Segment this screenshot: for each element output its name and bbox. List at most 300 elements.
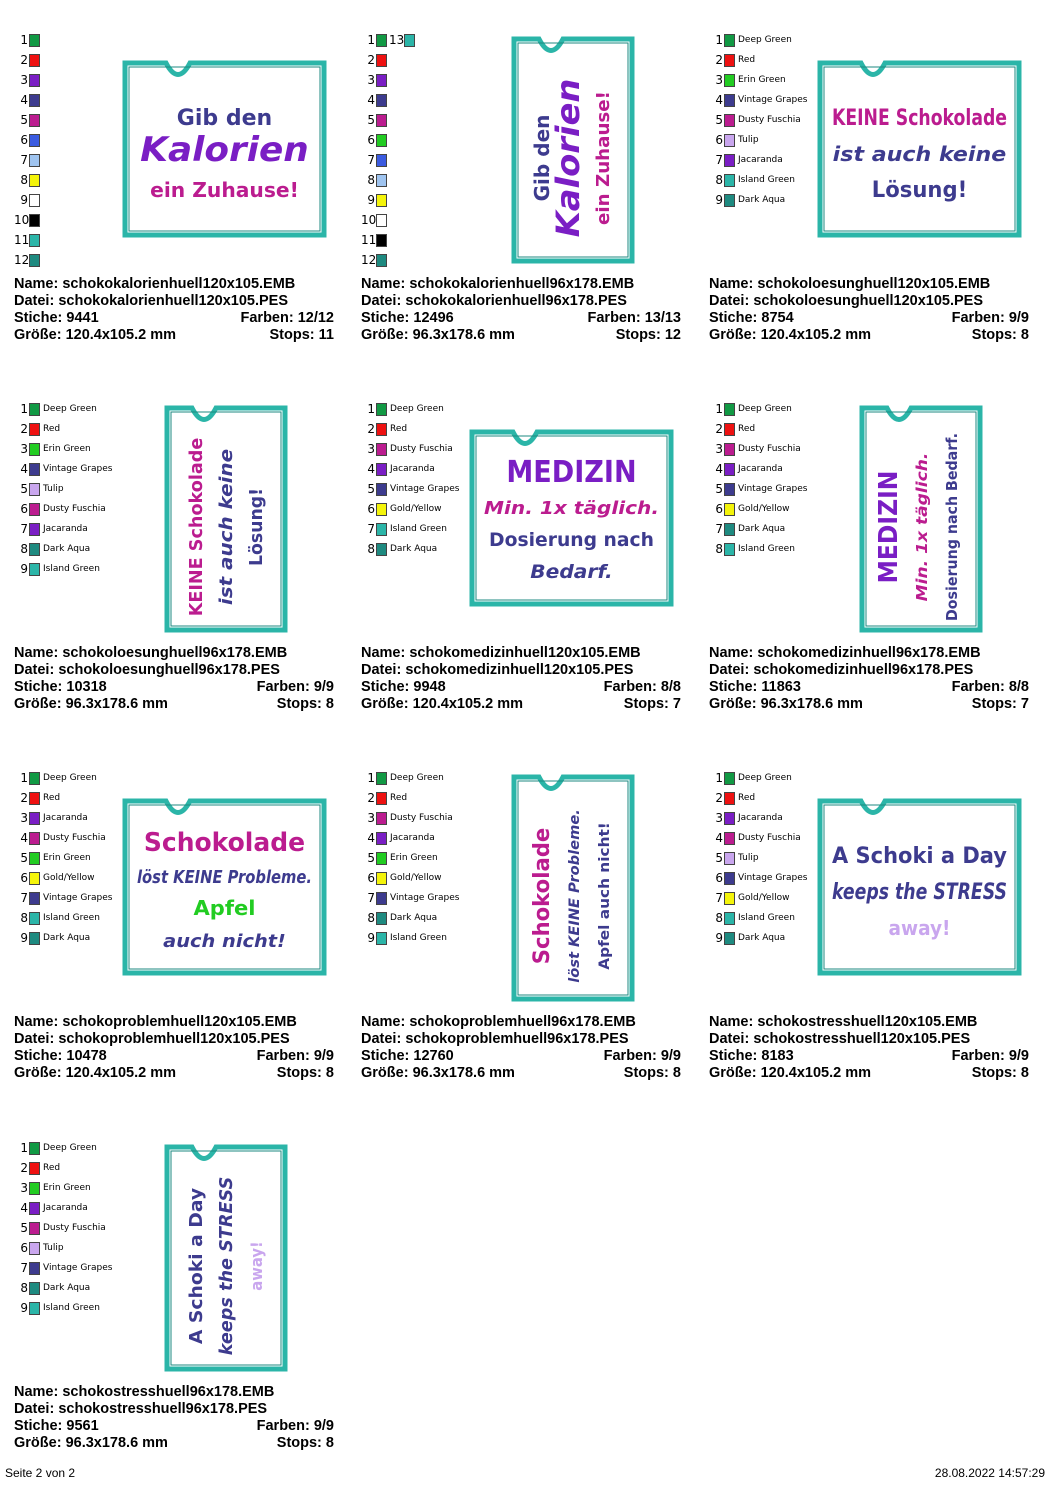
thread-color-row — [14, 768, 97, 788]
design-entry — [14, 768, 344, 1128]
design-name-value: schokoloesunghuell120x105.EMB — [757, 276, 991, 292]
stop-count — [972, 1065, 1029, 1082]
thread-name: Tulip — [738, 853, 759, 863]
thread-color-row — [361, 190, 387, 210]
thread-number: 7 — [367, 522, 375, 536]
thread-number: 11 — [361, 233, 377, 247]
thread-swatch — [376, 423, 387, 436]
thread-name: Vintage Grapes — [738, 484, 808, 494]
thread-extra — [389, 33, 415, 47]
thread-color-row — [709, 908, 795, 928]
design-file — [14, 662, 280, 679]
thread-name: Dark Aqua — [738, 524, 786, 534]
design-size-label: Größe: — [709, 327, 757, 343]
color-count — [952, 1048, 1029, 1065]
embroidery-preview-svg — [511, 36, 635, 264]
thread-number: 2 — [20, 422, 28, 436]
stitch-count-label: Stiche: — [361, 679, 410, 695]
design-size-value: 120.4x105.2 mm — [760, 1065, 872, 1081]
thread-number: 10 — [361, 213, 377, 227]
thread-color-row — [14, 439, 91, 459]
thread-color-row — [14, 1238, 64, 1258]
thread-color-row — [361, 250, 387, 270]
thread-color-row — [14, 888, 112, 908]
stop-count-label: Stops: — [276, 1065, 322, 1081]
thread-name: Red — [738, 424, 756, 434]
thread-color-row — [14, 848, 91, 868]
color-count-label: Farben: — [256, 1418, 310, 1434]
thread-name: Erin Green — [43, 444, 91, 454]
thread-number: 1 — [715, 33, 723, 47]
stitch-count-label: Stiche: — [14, 679, 63, 695]
thread-swatch — [724, 772, 735, 785]
thread-name: Red — [43, 424, 61, 434]
thread-color-row — [361, 399, 444, 419]
thread-swatch — [29, 912, 40, 925]
stop-count — [616, 327, 681, 344]
stop-count-label: Stops: — [623, 1065, 669, 1081]
thread-color-row — [14, 539, 90, 559]
design-size-label: Größe: — [361, 1065, 409, 1081]
design-name-value: schokostresshuell96x178.EMB — [62, 1384, 275, 1400]
thread-name: Island Green — [390, 933, 447, 943]
design-name — [14, 1384, 274, 1401]
thread-name: Red — [390, 424, 408, 434]
design-entry — [709, 768, 1039, 1128]
design-file-value: schokokalorienhuell96x178.PES — [405, 293, 627, 309]
thread-name: Dark Aqua — [43, 1283, 91, 1293]
design-file-value: schokomedizinhuell96x178.PES — [753, 662, 974, 678]
design-info — [14, 645, 334, 713]
design-preview — [817, 60, 1022, 238]
thread-number: 12 — [361, 253, 377, 267]
thread-number: 9 — [20, 1301, 28, 1315]
thread-swatch — [29, 234, 40, 247]
thread-swatch — [724, 792, 735, 805]
thread-swatch — [29, 443, 40, 456]
design-file-label: Datei: — [709, 662, 750, 678]
thread-swatch — [29, 792, 40, 805]
design-text-line: keeps the STRESS — [216, 1173, 237, 1356]
thread-name: Red — [390, 793, 408, 803]
stop-count-value: 11 — [318, 327, 334, 343]
stitch-count-value: 9561 — [66, 1418, 99, 1434]
thread-swatch — [29, 812, 40, 825]
design-size — [361, 327, 515, 344]
thread-swatch — [724, 523, 735, 536]
design-size-value: 96.3x178.6 mm — [412, 1065, 515, 1081]
thread-number: 3 — [367, 442, 375, 456]
color-count-value: 8/8 — [660, 679, 681, 695]
thread-number: 6 — [367, 871, 375, 885]
design-text-line: A Schoki a Day — [186, 1194, 207, 1345]
design-preview — [817, 798, 1022, 976]
design-name-value: schokoproblemhuell96x178.EMB — [409, 1014, 636, 1030]
design-name — [14, 645, 287, 662]
color-count-value: 9/9 — [313, 679, 334, 695]
thread-number: 4 — [715, 831, 723, 845]
thread-color-row — [709, 479, 807, 499]
thread-number: 1 — [20, 33, 28, 47]
thread-swatch — [29, 194, 40, 207]
design-text-line: Kalorien — [549, 86, 587, 238]
design-file — [709, 1031, 970, 1048]
design-preview — [122, 60, 327, 238]
stop-count — [624, 696, 681, 713]
design-text-line: Bedarf. — [530, 561, 613, 583]
thread-swatch — [724, 94, 735, 107]
design-entry — [14, 399, 344, 759]
thread-color-row — [14, 1218, 106, 1238]
stitch-count-label: Stiche: — [361, 310, 410, 326]
thread-color-row — [709, 130, 759, 150]
design-info — [14, 1014, 334, 1082]
thread-swatch — [29, 1282, 40, 1295]
thread-swatch — [724, 443, 735, 456]
thread-swatch — [29, 1302, 40, 1315]
design-name — [709, 645, 981, 662]
design-name-label: Name: — [14, 1384, 59, 1400]
stitch-count — [709, 679, 801, 696]
stop-count-label: Stops: — [276, 1435, 322, 1451]
color-count — [257, 1418, 334, 1435]
thread-number: 4 — [20, 462, 28, 476]
thread-color-row — [14, 479, 64, 499]
stitch-count-value: 11863 — [761, 679, 801, 695]
thread-number: 7 — [367, 891, 375, 905]
design-info — [709, 276, 1029, 344]
stitch-count-label: Stiche: — [361, 1048, 410, 1064]
thread-swatch — [376, 912, 387, 925]
thread-color-row — [361, 828, 435, 848]
thread-color-row — [709, 439, 801, 459]
design-file-value: schokoproblemhuell96x178.PES — [405, 1031, 629, 1047]
thread-color-row — [14, 519, 88, 539]
thread-swatch — [376, 114, 387, 127]
stitch-count-value: 12496 — [413, 310, 454, 326]
thread-name: Jacaranda — [390, 833, 435, 843]
design-text-line: löst KEINE Probleme. — [567, 816, 583, 983]
thread-swatch — [724, 74, 735, 87]
stop-count — [270, 327, 334, 344]
thread-swatch — [29, 1242, 40, 1255]
thread-color-row — [709, 459, 783, 479]
design-file — [361, 293, 627, 310]
design-size-label: Größe: — [709, 696, 757, 712]
thread-swatch — [376, 94, 387, 107]
design-file — [14, 1031, 290, 1048]
thread-color-row — [14, 1178, 91, 1198]
design-text-line: away! — [247, 1237, 266, 1291]
stitch-count — [361, 679, 446, 696]
thread-color-row — [709, 399, 792, 419]
stop-count-label: Stops: — [971, 1065, 1017, 1081]
thread-name: Erin Green — [43, 1183, 91, 1193]
thread-color-row — [14, 1138, 97, 1158]
thread-swatch — [29, 463, 40, 476]
thread-color-row — [709, 928, 785, 948]
thread-number: 9 — [715, 931, 723, 945]
thread-name: Gold/Yellow — [390, 873, 442, 883]
color-count-label: Farben: — [587, 310, 641, 326]
thread-color-row — [14, 1198, 88, 1218]
thread-name: Jacaranda — [738, 155, 783, 165]
thread-number: 9 — [20, 193, 28, 207]
design-size — [14, 696, 168, 713]
design-file-label: Datei: — [14, 1401, 55, 1417]
thread-name: Erin Green — [43, 853, 91, 863]
thread-color-row — [361, 768, 444, 788]
thread-color-row — [709, 30, 792, 50]
design-name-value: schokomedizinhuell120x105.EMB — [409, 645, 641, 661]
stop-count-label: Stops: — [623, 696, 669, 712]
thread-swatch — [724, 872, 735, 885]
design-preview — [511, 774, 635, 1002]
design-text-line: keeps the STRESS — [832, 880, 1007, 905]
thread-color-row — [709, 70, 786, 90]
thread-swatch — [376, 932, 387, 945]
stop-count — [277, 1065, 334, 1082]
thread-name: Deep Green — [738, 404, 792, 414]
stitch-count-label: Stiche: — [709, 1048, 758, 1064]
thread-name: Jacaranda — [738, 813, 783, 823]
stitch-count-label: Stiche: — [709, 679, 758, 695]
thread-number: 8 — [367, 911, 375, 925]
thread-swatch — [376, 523, 387, 536]
design-size-value: 120.4x105.2 mm — [760, 327, 872, 343]
stop-count-value: 8 — [1020, 327, 1029, 343]
stitch-count-label: Stiche: — [709, 310, 758, 326]
thread-swatch — [376, 134, 387, 147]
thread-number: 12 — [14, 253, 30, 267]
thread-swatch — [724, 54, 735, 67]
thread-name: Gold/Yellow — [738, 893, 790, 903]
design-name — [709, 1014, 977, 1031]
thread-swatch — [29, 134, 40, 147]
thread-number: 3 — [715, 811, 723, 825]
thread-number: 8 — [367, 542, 375, 556]
thread-color-row — [14, 459, 112, 479]
design-info — [709, 1014, 1029, 1082]
design-text-line: Schokolade — [143, 828, 306, 858]
stop-count-value: 8 — [1020, 1065, 1029, 1081]
design-text-line: away! — [888, 916, 951, 940]
thread-number: 8 — [367, 173, 375, 187]
design-size-value: 120.4x105.2 mm — [412, 696, 524, 712]
thread-number: 2 — [20, 791, 28, 805]
stitch-count-value: 12760 — [413, 1048, 454, 1064]
thread-color-row — [14, 190, 40, 210]
thread-number: 2 — [20, 53, 28, 67]
thread-name: Dark Aqua — [43, 933, 91, 943]
thread-swatch — [376, 34, 387, 47]
thread-swatch — [724, 423, 735, 436]
design-name-label: Name: — [361, 1014, 406, 1030]
thread-number: 3 — [715, 73, 723, 87]
thread-swatch — [376, 174, 387, 187]
design-file-label: Datei: — [14, 293, 55, 309]
design-file-value: schokokalorienhuell120x105.PES — [58, 293, 289, 309]
thread-swatch — [29, 872, 40, 885]
thread-name: Island Green — [43, 913, 100, 923]
thread-color-row — [709, 788, 755, 808]
thread-swatch — [724, 812, 735, 825]
thread-name: Vintage Grapes — [43, 464, 113, 474]
design-file — [14, 1401, 267, 1418]
thread-name: Deep Green — [390, 773, 444, 783]
thread-number: 2 — [367, 422, 375, 436]
design-file-value: schokostresshuell120x105.PES — [753, 1031, 971, 1047]
design-size — [14, 1435, 168, 1452]
design-size-label: Größe: — [14, 327, 62, 343]
color-count-label: Farben: — [603, 1048, 657, 1064]
design-name — [361, 645, 641, 662]
thread-number: 1 — [367, 771, 375, 785]
thread-swatch — [29, 932, 40, 945]
design-name-label: Name: — [361, 276, 406, 292]
thread-swatch — [29, 483, 40, 496]
design-size — [361, 696, 523, 713]
thread-number: 4 — [20, 93, 28, 107]
design-text-line: Schokolade — [530, 822, 555, 965]
color-count — [257, 679, 334, 696]
stitch-count — [361, 1048, 454, 1065]
design-file-label: Datei: — [361, 1031, 402, 1047]
thread-number: 1 — [715, 771, 723, 785]
color-count-label: Farben: — [256, 1048, 310, 1064]
design-info — [361, 276, 681, 344]
thread-name: Vintage Grapes — [390, 893, 460, 903]
embroidery-preview-svg — [817, 60, 1022, 238]
thread-number: 1 — [715, 402, 723, 416]
design-name-label: Name: — [14, 645, 59, 661]
embroidery-preview-svg — [469, 429, 674, 607]
design-preview — [164, 405, 288, 633]
design-size — [709, 1065, 871, 1082]
design-entry — [361, 399, 691, 759]
design-file-value: schokoloesunghuell120x105.PES — [753, 293, 984, 309]
design-size-label: Größe: — [14, 1065, 62, 1081]
thread-number: 2 — [715, 422, 723, 436]
thread-number: 3 — [20, 73, 28, 87]
design-text-line: MEDIZIN — [874, 458, 904, 584]
thread-number: 6 — [20, 871, 28, 885]
thread-swatch — [724, 892, 735, 905]
thread-number: 6 — [715, 871, 723, 885]
thread-color-row — [709, 110, 801, 130]
design-text-line: MEDIZIN — [506, 455, 637, 490]
thread-swatch — [376, 54, 387, 67]
thread-number: 8 — [20, 542, 28, 556]
thread-name: Deep Green — [738, 773, 792, 783]
thread-name: Red — [43, 1163, 61, 1173]
stitch-count — [709, 1048, 794, 1065]
thread-color-row — [14, 110, 40, 130]
stitch-count — [361, 310, 454, 327]
stop-count-value: 8 — [325, 696, 334, 712]
design-text-line: Lösung! — [871, 178, 968, 203]
thread-number: 1 — [20, 771, 28, 785]
design-text-line: Dosierung nach — [489, 529, 654, 551]
thread-name: Dark Aqua — [390, 544, 438, 554]
thread-swatch — [404, 34, 415, 47]
design-file-label: Datei: — [14, 1031, 55, 1047]
thread-color-row — [14, 250, 40, 270]
design-preview — [164, 1144, 288, 1372]
thread-color-row — [709, 519, 785, 539]
design-info — [14, 276, 334, 344]
page-number: Seite 2 von 2 — [5, 1466, 76, 1480]
thread-color-row — [14, 210, 40, 230]
thread-number: 3 — [20, 1181, 28, 1195]
thread-name: Deep Green — [43, 773, 97, 783]
stitch-count — [14, 679, 107, 696]
thread-color-row — [361, 90, 387, 110]
thread-swatch — [376, 872, 387, 885]
thread-color-row — [14, 1158, 60, 1178]
thread-name: Dusty Fuschia — [43, 504, 106, 514]
thread-color-row — [709, 768, 792, 788]
thread-number: 4 — [715, 462, 723, 476]
thread-swatch — [376, 812, 387, 825]
thread-color-row — [709, 868, 807, 888]
thread-color-row — [709, 90, 807, 110]
thread-color-row — [14, 1278, 90, 1298]
thread-number: 9 — [20, 562, 28, 576]
design-file-label: Datei: — [361, 293, 402, 309]
thread-color-row — [14, 908, 100, 928]
thread-number: 5 — [20, 851, 28, 865]
design-name-label: Name: — [709, 645, 754, 661]
embroidery-preview-svg — [164, 1144, 288, 1372]
thread-number: 2 — [715, 53, 723, 67]
design-size-value: 96.3x178.6 mm — [760, 696, 863, 712]
thread-swatch — [376, 403, 387, 416]
thread-color-row — [361, 70, 387, 90]
thread-number: 6 — [20, 133, 28, 147]
thread-number: 7 — [20, 153, 28, 167]
thread-color-row — [14, 828, 106, 848]
thread-name: Deep Green — [43, 404, 97, 414]
thread-number: 5 — [367, 113, 375, 127]
thread-name: Jacaranda — [738, 464, 783, 474]
stitch-count — [14, 310, 99, 327]
design-preview — [511, 36, 635, 264]
stop-count-label: Stops: — [971, 696, 1017, 712]
thread-number: 8 — [20, 173, 28, 187]
design-preview — [122, 798, 327, 976]
thread-color-row — [361, 499, 441, 519]
design-preview — [859, 405, 983, 633]
thread-number: 6 — [20, 502, 28, 516]
thread-swatch — [29, 34, 40, 47]
thread-number: 3 — [367, 811, 375, 825]
color-count — [257, 1048, 334, 1065]
stitch-count-value: 8754 — [761, 310, 794, 326]
stitch-count-value: 10478 — [66, 1048, 107, 1064]
thread-swatch — [29, 94, 40, 107]
design-text-line: Gib den — [530, 114, 554, 202]
thread-color-row — [709, 828, 801, 848]
design-entry — [14, 1138, 344, 1498]
thread-color-row — [14, 928, 90, 948]
thread-number: 8 — [715, 173, 723, 187]
thread-color-row — [14, 230, 40, 250]
thread-swatch — [376, 214, 387, 227]
thread-name: Red — [738, 55, 756, 65]
design-name — [361, 1014, 636, 1031]
thread-color-row — [14, 1258, 112, 1278]
